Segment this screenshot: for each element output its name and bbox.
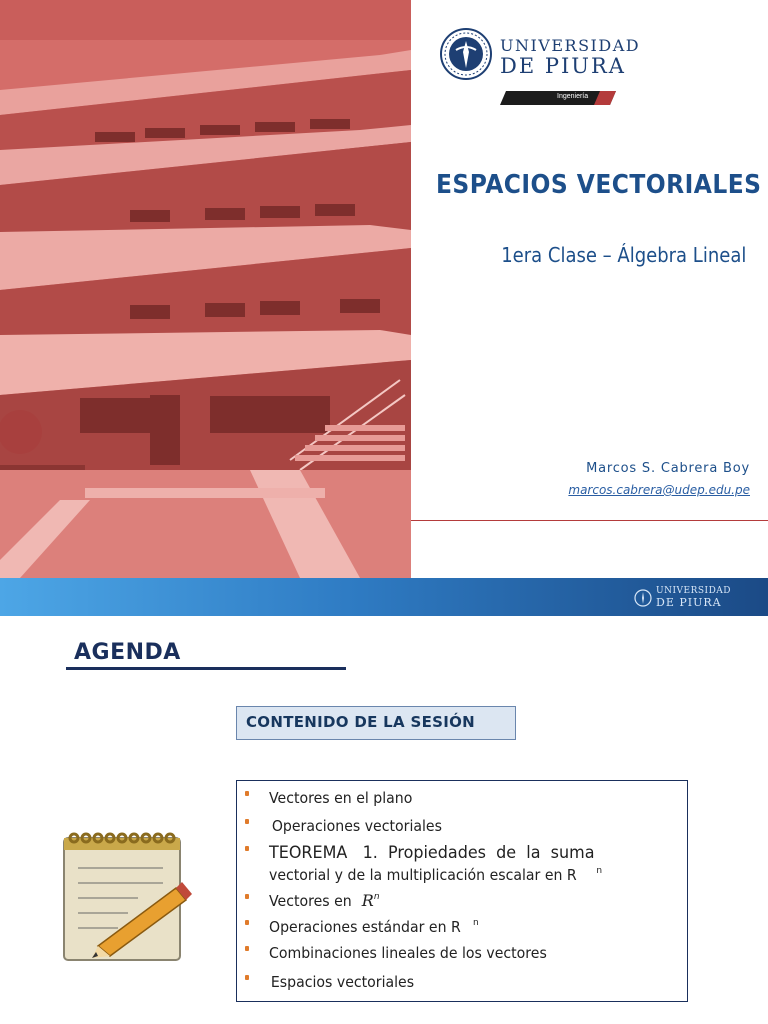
list-item: Operaciones vectoriales (245, 817, 453, 835)
bullet-icon (245, 791, 249, 796)
notepad-pencil-icon (58, 828, 194, 964)
list-item: Vectores en el plano (245, 789, 422, 807)
header-logo (634, 586, 732, 610)
session-contents-list (236, 780, 688, 1002)
building-photo (0, 0, 411, 578)
header-band (0, 578, 768, 616)
bullet-icon (245, 894, 249, 899)
slide-title: ESPACIOS VECTORIALES (436, 170, 762, 200)
agenda-heading (66, 640, 346, 670)
bullet-icon (245, 975, 249, 980)
list-item: TEOREMA 1. Propiedades de la suma (245, 843, 615, 863)
university-seal-icon (438, 24, 494, 86)
mini-seal-icon (634, 587, 652, 609)
building-illustration (0, 0, 411, 578)
section-heading: CONTENIDO DE LA SESIÓN (236, 706, 516, 740)
logo-text-line1: UNIVERSIDAD (500, 36, 641, 55)
list-item: Vectores en $R^n$ (245, 891, 380, 910)
list-item-continuation: vectorial y de la multiplicación escalar en R $^n$ (269, 866, 603, 884)
slide-subtitle: 1era Clase – Álgebra Lineal (500, 243, 746, 267)
divider-line (411, 520, 768, 521)
bullet-icon (245, 920, 249, 925)
bullet-icon (245, 946, 249, 951)
header-logo-line2: DE PIURA (656, 596, 722, 609)
author-email-link[interactable]: marcos.cabrera@udep.edu.pe (568, 483, 750, 497)
bullet-icon (245, 846, 249, 851)
bullet-icon (245, 819, 249, 824)
agenda-heading-text: AGENDA (74, 640, 181, 665)
list-item: Operaciones estándar en R $^n$ (245, 918, 479, 936)
list-item: Espacios vectoriales (245, 973, 423, 991)
list-item: Combinaciones lineales de los vectores (245, 944, 565, 962)
agenda-slide (0, 578, 768, 1024)
logo-text-line2: DE PIURA (500, 54, 626, 78)
faculty-label: Ingeniería (557, 93, 589, 100)
header-logo-line1: UNIVERSIDAD (656, 586, 732, 596)
author-name: Marcos S. Cabrera Boy (586, 461, 750, 476)
